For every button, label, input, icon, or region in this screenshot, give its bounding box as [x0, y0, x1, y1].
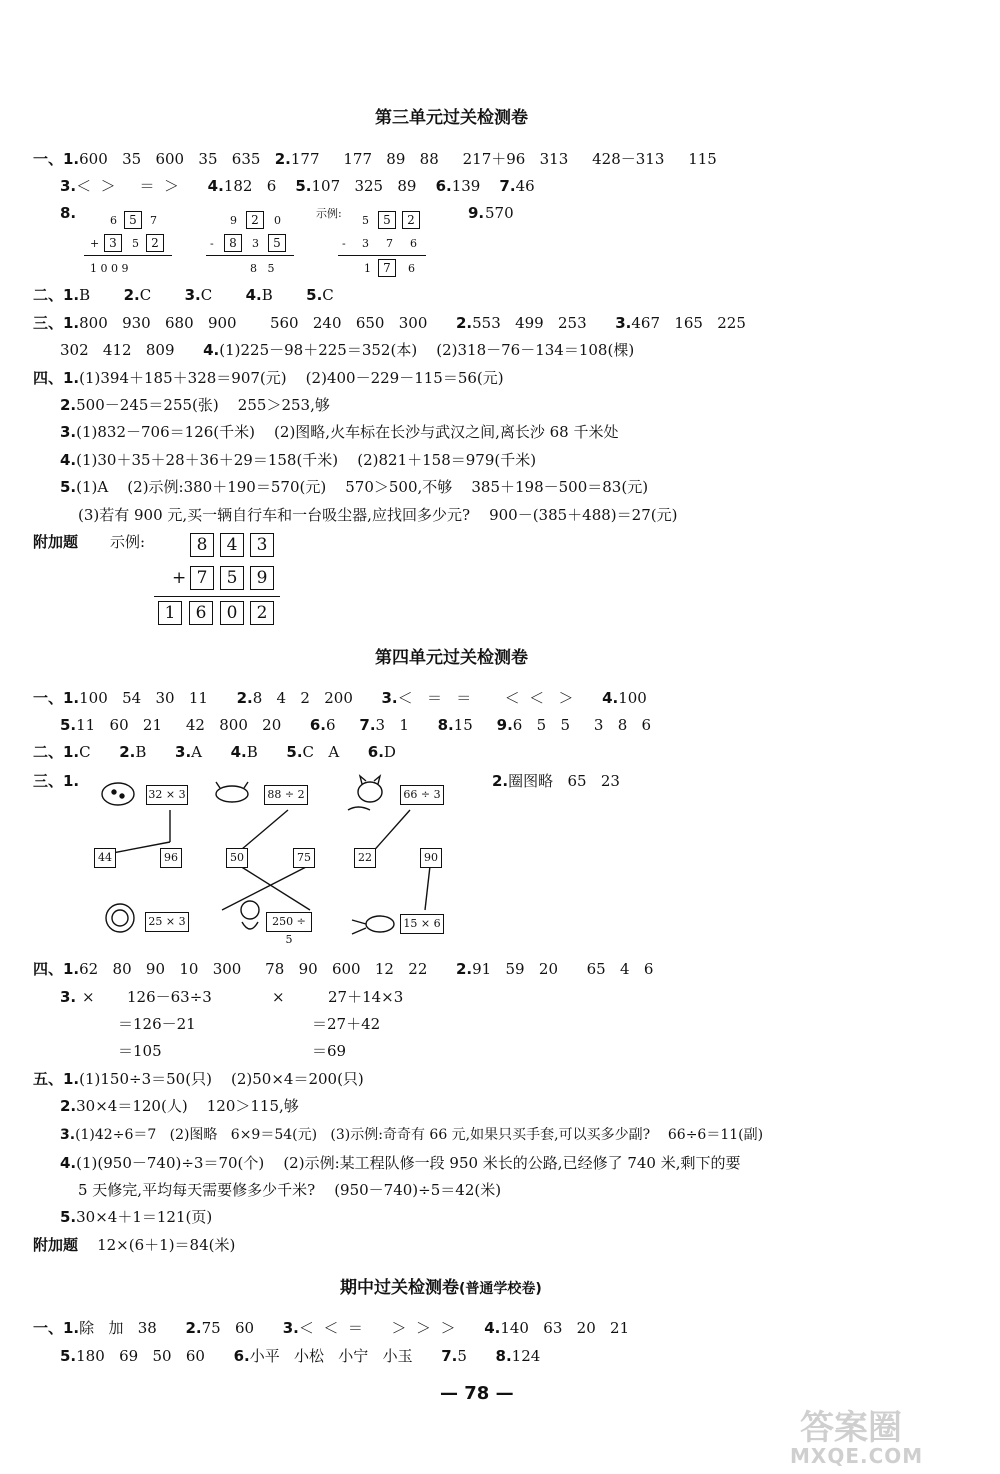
u4-row10: 4.(1)(950－740)÷3＝70(个) (2)示例:某工程队修一段 950 米长的公路,已经修了 740 米,剩下的要: [60, 1154, 741, 1172]
expr-box-88div2: 88 ÷ 2: [264, 785, 308, 805]
match-line: [370, 810, 410, 855]
u3-q8-label: 8.: [60, 204, 77, 222]
pig-icon: [102, 783, 134, 805]
u3-row1: 一、1.600 35 600 35 635 2.177 177 89 88 217＋96 313 428－313 115: [33, 150, 717, 168]
watermark-url: MXQE.COM: [790, 1444, 924, 1468]
u3-row9: 3.(1)832－706＝126(千米) (2)图略,火车标在长沙与武汉之间,离长沙 68 千米处: [60, 423, 619, 441]
match-line: [240, 866, 310, 910]
expr-box-15x6: 15 × 6: [400, 914, 444, 934]
u4-row12: 5.30×4＋1＝121(页): [60, 1208, 213, 1226]
u3-row12: (3)若有 900 元,买一辆自行车和一台吸尘器,应找回多少元? 900－(385＋488)＝27(元): [78, 506, 678, 524]
num-box-50: 50: [226, 848, 248, 868]
u4-q3-1-label: 三、1.: [33, 772, 80, 790]
u3-q9-answer: 570: [485, 204, 514, 222]
match-line: [425, 866, 430, 910]
mid-row1: 一、1.除 加 38 2.75 60 3.＜ ＜ ＝ ＞ ＞ ＞ 4.140 63 20 21: [33, 1319, 630, 1337]
expr-box-32x3: 32 × 3: [146, 785, 188, 805]
u4-row5: 四、1.62 80 90 10 300 78 90 600 12 22 2.91 59 20 65 4 6: [33, 960, 654, 978]
u3-row2: 3.＜ ＞ ＝ ＞ 4.182 6 5.107 325 89 6.139 7.46: [60, 177, 535, 195]
u4-row1: 一、1.100 54 30 11 2.8 4 2 200 3.＜ ＝ ＝ ＜ ＜ ＞ 4.100: [33, 689, 647, 707]
u4-row7: 五、1.(1)150÷3＝50(只) (2)50×4＝200(只): [33, 1070, 364, 1088]
u3-bonus-example: 示例:: [110, 533, 146, 551]
expr-box-25x3: 25 × 3: [145, 912, 189, 932]
expr-box-66div3: 66 ÷ 3: [400, 785, 444, 805]
expr-box-250div5: 250 ÷ 5: [266, 912, 312, 932]
u4-q3-2: 2.圈图略 65 23: [492, 772, 620, 790]
u4-row11: 5 天修完,平均每天需要修多少千米? (950－740)÷5＝42(米): [78, 1181, 502, 1199]
u3-row7: 四、1.(1)394＋185＋328＝907(元) (2)400－229－115＝56(元): [33, 369, 504, 387]
u3-row11: 5.(1)A (2)示例:380＋190＝570(元) 570＞500,不够 385＋198－500＝83(元): [60, 478, 649, 496]
monkey-icon: [241, 901, 259, 919]
u4-bonus: 附加题 12×(6＋1)＝84(米): [33, 1236, 236, 1254]
u4-row8: 2.30×4＝120(人) 120＞115,够: [60, 1097, 299, 1115]
u3-row6: 302 412 809 4.(1)225－98＋225＝352(本) (2)318－76－134＝108(棵): [60, 341, 635, 359]
match-line: [222, 866, 308, 910]
page-number: — 78 —: [440, 1383, 514, 1404]
num-box-22: 22: [354, 848, 376, 868]
u4-row2: 5.11 60 21 42 800 20 6.6 7.3 1 8.15 9.6 5 5 3 8 6: [60, 716, 652, 734]
num-box-75: 75: [293, 848, 315, 868]
num-box-44: 44: [94, 848, 116, 868]
dog-icon: [216, 786, 248, 802]
mid-row2: 5.180 69 50 60 6.小平 小松 小宁 小玉 7.5 8.124: [60, 1347, 541, 1365]
cat-icon: [358, 782, 382, 802]
u3-row10: 4.(1)30＋35＋28＋36＋29＝158(千米) (2)821＋158＝979(千米): [60, 451, 537, 469]
midterm-title: 期中过关检测卷(普通学校卷): [340, 1278, 542, 1298]
u3-row5: 三、1.800 930 680 900 560 240 650 300 2.553 499 253 3.467 165 225: [33, 314, 746, 332]
u3-row8: 2.500－245＝255(张) 255＞253,够: [60, 396, 330, 414]
unit3-title: 第三单元过关检测卷: [375, 108, 528, 128]
u4-row9: 3.(1)42÷6＝7 (2)图略 6×9＝54(元) (3)示例:奇奇有 66 元,如果只买手套,可以买多少副? 66÷6＝11(副): [60, 1127, 764, 1143]
num-box-96: 96: [160, 848, 182, 868]
bird-icon: [366, 916, 394, 932]
u3-row4: 二、1.B 2.C 3.C 4.B 5.C: [33, 286, 334, 304]
u3-q9-label: 9.: [468, 204, 485, 222]
unit4-title: 第四单元过关检测卷: [375, 648, 528, 668]
u4-row3: 二、1.C 2.B 3.A 4.B 5.C A 6.D: [33, 743, 396, 761]
lion-icon: [106, 904, 134, 932]
num-box-90: 90: [420, 848, 442, 868]
watermark-logo: 答案圈: [800, 1408, 902, 1448]
u3-bonus-label: 附加题: [33, 533, 79, 551]
